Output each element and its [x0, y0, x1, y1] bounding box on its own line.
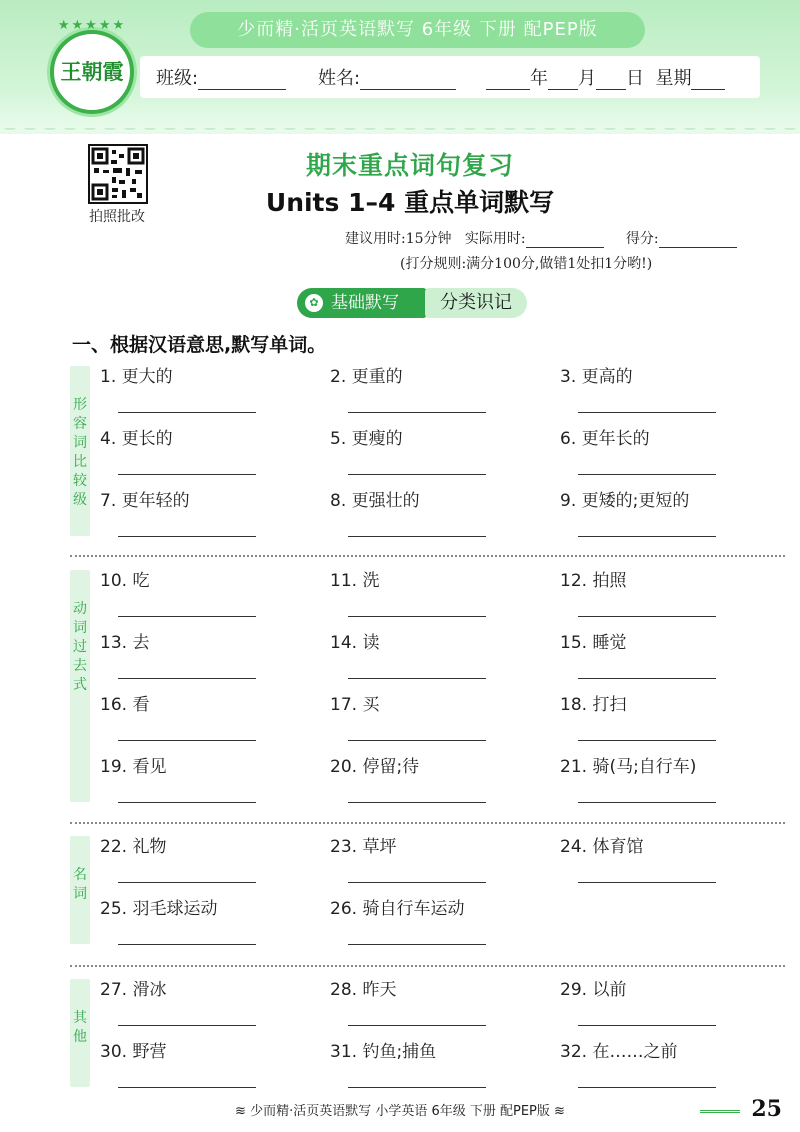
exercise-prompt: 1. 更大的	[100, 367, 173, 387]
exercise-prompt: 10. 吃	[100, 571, 150, 591]
exercise-prompt: 17. 买	[330, 695, 380, 715]
answer-blank[interactable]	[578, 882, 716, 883]
answer-blank[interactable]	[578, 802, 716, 803]
exercise-prompt: 32. 在……之前	[560, 1042, 678, 1062]
answer-blank[interactable]	[578, 1087, 716, 1088]
score-blank[interactable]	[659, 233, 737, 248]
qr-caption: 拍照批改	[89, 209, 145, 225]
answer-blank[interactable]	[578, 1025, 716, 1026]
group-divider	[70, 555, 785, 557]
suggested-time: 建议用时:15分钟	[345, 231, 452, 247]
flower-icon: ✿	[305, 294, 323, 312]
exercise-prompt: 13. 去	[100, 633, 150, 653]
exercise-prompt: 18. 打扫	[560, 695, 627, 715]
exercise-prompt: 19. 看见	[100, 757, 167, 777]
answer-blank[interactable]	[118, 944, 256, 945]
year-blank[interactable]	[486, 69, 530, 90]
score-label: 得分:	[625, 231, 659, 247]
answer-blank[interactable]	[118, 678, 256, 679]
day-label: 日	[626, 68, 644, 89]
class-label: 班级:	[156, 68, 199, 89]
answer-blank[interactable]	[348, 882, 486, 883]
week-blank[interactable]	[691, 69, 725, 90]
section-heading: 一、根据汉语意思,默写单词。	[72, 334, 327, 356]
exercise-prompt: 14. 读	[330, 633, 380, 653]
tag-basic-label: 基础默写	[331, 293, 399, 313]
actual-time-blank[interactable]	[526, 233, 604, 248]
answer-blank[interactable]	[348, 678, 486, 679]
answer-blank[interactable]	[348, 1087, 486, 1088]
group-label: 名 词	[70, 836, 90, 944]
scoring-rule: (打分规则:满分100分,做错1处扣1分哟!)	[400, 256, 653, 272]
exercise-prompt: 27. 滑冰	[100, 980, 167, 1000]
answer-blank[interactable]	[578, 412, 716, 413]
answer-blank[interactable]	[118, 536, 256, 537]
logo-stars-icon: ★★★★★	[57, 18, 127, 33]
exercise-prompt: 23. 草坪	[330, 837, 397, 857]
exercise-prompt: 29. 以前	[560, 980, 627, 1000]
answer-blank[interactable]	[578, 536, 716, 537]
exercise-prompt: 28. 昨天	[330, 980, 397, 1000]
group-label: 其 他	[70, 979, 90, 1087]
name-field[interactable]	[318, 64, 456, 90]
month-label: 月	[578, 68, 596, 89]
exercise-prompt: 26. 骑自行车运动	[330, 899, 465, 919]
answer-blank[interactable]	[118, 802, 256, 803]
exercise-prompt: 24. 体育馆	[560, 837, 644, 857]
exercise-prompt: 21. 骑(马;自行车)	[560, 757, 697, 777]
exercise-prompt: 6. 更年长的	[560, 429, 650, 449]
answer-blank[interactable]	[348, 474, 486, 475]
group-divider	[70, 965, 785, 967]
answer-blank[interactable]	[348, 944, 486, 945]
timing-line	[345, 228, 737, 248]
exercise-prompt: 25. 羽毛球运动	[100, 899, 218, 919]
exercise-prompt: 9. 更矮的;更短的	[560, 491, 690, 511]
answer-blank[interactable]	[118, 474, 256, 475]
exercise-prompt: 22. 礼物	[100, 837, 167, 857]
answer-blank[interactable]	[348, 616, 486, 617]
page-decoration	[700, 1110, 740, 1113]
date-field[interactable]	[486, 64, 725, 90]
class-field[interactable]	[156, 64, 286, 90]
exercise-prompt: 31. 钓鱼;捕鱼	[330, 1042, 437, 1062]
page-title: 期末重点词句复习	[305, 151, 514, 180]
exercise-prompt: 5. 更瘦的	[330, 429, 403, 449]
page-subtitle: Units 1–4 重点单词默写	[265, 188, 555, 217]
group-divider	[70, 822, 785, 824]
exercise-prompt: 3. 更高的	[560, 367, 633, 387]
answer-blank[interactable]	[118, 740, 256, 741]
answer-blank[interactable]	[348, 1025, 486, 1026]
month-blank[interactable]	[548, 69, 578, 90]
name-label: 姓名:	[318, 68, 361, 89]
footer-text: ≋ 少而精·活页英语默写 小学英语 6年级 下册 配PEP版 ≋	[235, 1104, 565, 1119]
exercise-prompt: 7. 更年轻的	[100, 491, 190, 511]
actual-time-label: 实际用时:	[464, 231, 526, 247]
exercise-prompt: 15. 睡觉	[560, 633, 627, 653]
answer-blank[interactable]	[118, 616, 256, 617]
student-info-strip	[140, 56, 760, 98]
answer-blank[interactable]	[118, 1025, 256, 1026]
group-label: 动 词 过 去 式	[70, 570, 90, 802]
exercise-prompt: 8. 更强壮的	[330, 491, 420, 511]
year-label: 年	[530, 68, 548, 89]
exercise-prompt: 12. 拍照	[560, 571, 627, 591]
exercise-prompt: 2. 更重的	[330, 367, 403, 387]
exercise-prompt: 30. 野营	[100, 1042, 167, 1062]
answer-blank[interactable]	[348, 412, 486, 413]
exercise-prompt: 16. 看	[100, 695, 150, 715]
series-title: 少而精·活页英语默写 6年级 下册 配PEP版	[190, 12, 645, 48]
answer-blank[interactable]	[348, 740, 486, 741]
answer-blank[interactable]	[578, 474, 716, 475]
answer-blank[interactable]	[578, 740, 716, 741]
answer-blank[interactable]	[348, 802, 486, 803]
logo-text: 王朝霞	[60, 59, 124, 84]
answer-blank[interactable]	[118, 882, 256, 883]
day-blank[interactable]	[596, 69, 626, 90]
answer-blank[interactable]	[578, 678, 716, 679]
group-label: 形 容 词 比 较 级	[70, 366, 90, 536]
tag-category: 分类识记	[425, 288, 527, 318]
page-number: 25	[751, 1096, 782, 1122]
name-blank[interactable]	[360, 69, 456, 90]
class-blank[interactable]	[198, 69, 286, 90]
exercise-prompt: 4. 更长的	[100, 429, 173, 449]
answer-blank[interactable]	[118, 1087, 256, 1088]
exercise-prompt: 11. 洗	[330, 571, 380, 591]
answer-blank[interactable]	[348, 536, 486, 537]
answer-blank[interactable]	[578, 616, 716, 617]
answer-blank[interactable]	[118, 412, 256, 413]
tag-basic	[297, 288, 427, 318]
week-label: 星期	[655, 68, 692, 89]
exercise-prompt: 20. 停留;待	[330, 757, 420, 777]
brand-logo	[50, 18, 134, 114]
